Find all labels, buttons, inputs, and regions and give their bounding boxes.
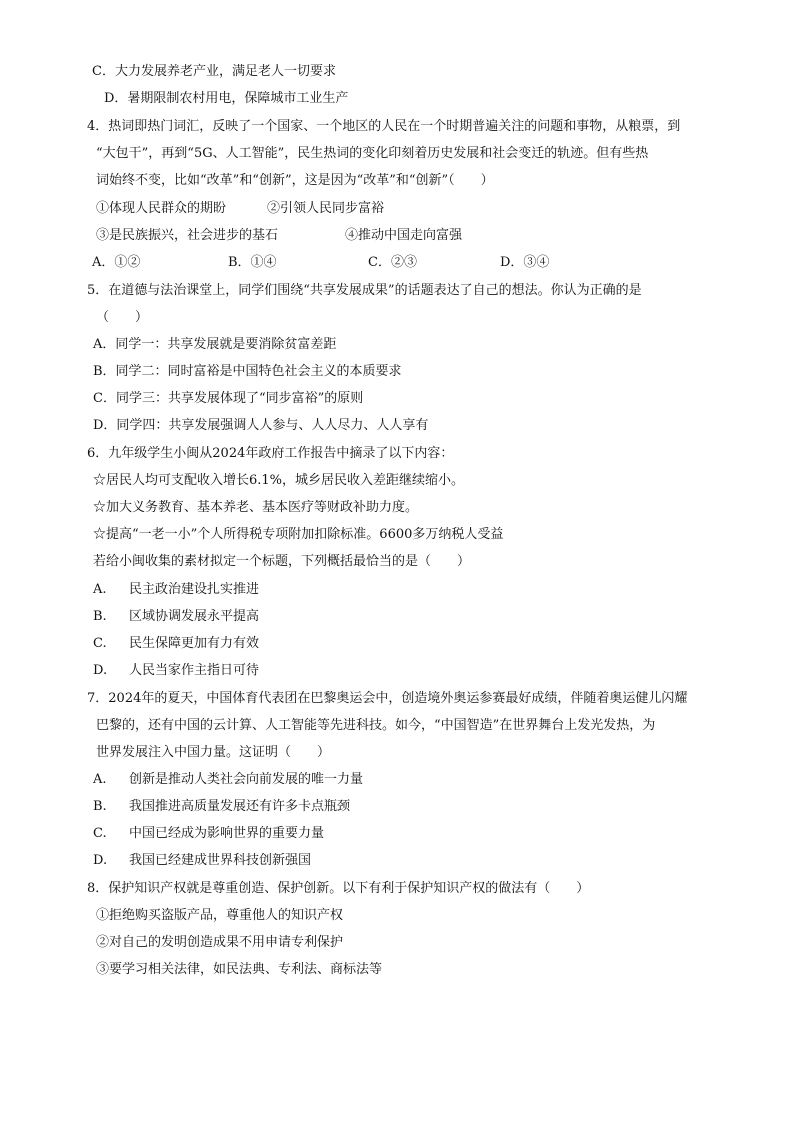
q8-item-1: ①拒绝购买盗版产品，尊重他人的知识产权 [96,908,344,923]
q4-item-3: ③是民族振兴，社会进步的基石 [96,228,279,243]
q4-stem-line1: 4．热词即热门词汇，反映了一个国家、一个地区的人民在一个时期普遍关注的问题和事物，从粮票，到 [87,119,681,134]
q6-star-item-2: ☆加大义务教育、基本养老、基本医疗等财政补助力度。 [93,500,419,515]
q6-option-d [93,662,259,680]
q8-item-3: ③要学习相关法律，如民法典、专利法、商标法等 [96,962,383,977]
q7-option-a-text: 创新是推动人类社会向前发展的唯一力量 [129,772,364,787]
q5-option-d: D．同学四：共享发展强调人人参与、人人尽力、人人享有 [93,418,429,433]
q4-option-d: D．③④ [500,255,550,270]
q5-option-b: B．同学二：同时富裕是中国特色社会主义的本质要求 [93,364,402,379]
q7-stem-line3: 世界发展注入中国力量。这证明（ ） [96,745,331,760]
q7-stem-line1: 7．2024年的夏天，中国体育代表团在巴黎奥运会中，创造境外奥运参赛最好成绩，伴随着奥运健儿闪耀 [87,691,688,706]
q7-option-c-text: 中国已经成为影响世界的重要力量 [129,826,325,841]
q4-stem-line2: “大包干”，再到“5G、人工智能”，民生热词的变化印刻着历史发展和社会变迁的轨迹。但有些热 [96,146,649,161]
q6-option-c-label: C. [93,636,107,651]
q6-option-a-text: 民主政治建设扎实推进 [129,582,260,597]
q5-option-a: A．同学一：共享发展就是要消除贫富差距 [93,337,337,352]
q7-option-a-label: A. [93,772,107,787]
q6-option-b [93,608,259,626]
q7-option-c-label: C. [93,826,107,841]
q6-option-a-label: A. [93,582,107,597]
q4-stem-line3: 词始终不变，比如“改革”和“创新”，这是因为“改革”和“创新”（ ） [96,173,494,188]
q6-option-c [93,635,259,653]
q6-prompt: 若给小闽收集的素材拟定一个标题，下列概括最恰当的是（ ） [93,554,471,569]
q4-item-4: ④推动中国走向富强 [345,228,463,243]
q6-star-item-3: ☆提高“一老一小”个人所得税专项附加扣除标准。6600多万纳税人受益 [93,527,504,542]
q6-stem-line1: 6．九年级学生小闽从2024年政府工作报告中摘录了以下内容： [87,446,454,461]
q7-option-d-text: 我国已经建成世界科技创新强国 [129,853,312,868]
q6-option-d-label: D. [93,663,108,678]
q7-option-b-text: 我国推进高质量发展还有许多卡点瓶颈 [129,799,351,814]
q7-option-d-label: D. [93,853,108,868]
q7-stem-line2: 巴黎的，还有中国的云计算、人工智能等先进科技。如今，“中国智造”在世界舞台上发光发热，为 [96,718,656,733]
q6-option-c-text: 民生保障更加有力有效 [129,636,260,651]
q5-stem-line1: 5．在道德与法治课堂上，同学们围绕“共享发展成果”的话题表达了自己的想法。你认为正确的是 [87,283,642,298]
q6-option-b-text: 区域协调发展永平提高 [129,609,260,624]
q8-stem-line1: 8．保护知识产权就是尊重创造、保护创新。以下有利于保护知识产权的做法有（ ） [87,881,590,896]
q8-item-2: ②对自己的发明创造成果不用申请专利保护 [96,935,344,950]
q7-option-a [93,771,363,789]
q3-option-c: C．大力发展养老产业，满足老人一切要求 [92,64,336,79]
q3-option-d: D．暑期限制农村用电，保障城市工业生产 [104,91,349,106]
q6-option-b-label: B. [93,609,107,624]
q6-option-a [93,581,259,599]
q4-item-1: ①体现人民群众的期盼 [96,201,227,216]
q6-star-item-1: ☆居民人均可支配收入增长6.1%，城乡居民收入差距继续缩小。 [93,473,465,488]
q7-option-c [93,825,324,843]
q4-option-c: C．②③ [368,255,417,270]
q7-option-b-label: B. [93,799,107,814]
q4-item-2: ②引领人民同步富裕 [267,201,385,216]
q7-option-b [93,798,350,816]
q4-option-a: A．①② [92,255,141,270]
q5-stem-line2: （ ） [96,310,149,325]
q7-option-d [93,852,311,870]
q4-option-b: B．①④ [228,255,277,270]
q5-option-c: C．同学三：共享发展体现了“同步富裕”的原则 [93,391,364,406]
q6-option-d-text: 人民当家作主指日可待 [129,663,260,678]
